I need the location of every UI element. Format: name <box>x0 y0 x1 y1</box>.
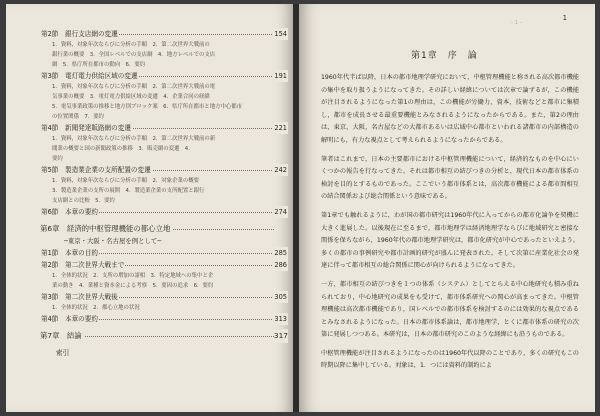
toc-entry <box>40 329 290 343</box>
toc-entry-title: 第3節 電灯電力供給区域の変遷 <box>41 72 138 80</box>
toc-subentry: 3．製造業企業の支所の展開 4．製造業企業の支所配置と銀行 <box>52 188 205 194</box>
toc-entry-page: 242 <box>274 166 287 174</box>
body-paragraph: 1960年代半ば以降，日本の都市地理学研究において，中枢管理機能と称される高次都市機能の集中を取り扱うようになってきた。その詳しい経緯については次章で論ずるが，この機能が注目されるようになった第1の理由は，この機能が労働力，資本，技術などと都市に集積し，都市を成長させる最重要機能とみなされるようになったからである。また，第2の理由は，東京，大阪，名古屋などの大都市あるいは広域中心都市といわれる諸都市の内部構造の解明にも，有力な視点として考えられるようになったからである。 <box>321 74 579 144</box>
toc-entry <box>40 222 290 236</box>
toc-entry-title: 第4節 本章の要約 <box>41 315 98 323</box>
toc-entry-title: 第7章 結論 <box>40 329 84 343</box>
toc-entry-page: 154 <box>274 30 287 38</box>
toc-list <box>40 28 290 359</box>
toc-entry-page: 313 <box>274 315 287 323</box>
toc-entry-title: 第4節 新聞発達販路網の変遷 <box>41 124 131 132</box>
toc-subentry: 1．全体的状況 2．支所の増加の諸相 3．特定地域への集中と企 <box>52 273 214 279</box>
body-paragraph: 筆者はこれまで，日本の主要都市における中枢管理機能について，経済的なものを中心にいくつかの報告を行なってきた。それは都市相互の結びつきの分析と，現代日本の都市体系の検討を目的とするものであった。ここでいう都市体系とは，高次都市機能による都市間相互の結合関係および総合関係という意味である。 <box>321 155 579 201</box>
toc-entry <box>40 206 290 218</box>
toc-entry-page: 305 <box>274 293 287 301</box>
chapter-heading: 第1章 序 論 <box>411 51 478 61</box>
toc-subentry: 支店網との比較 5．要約 <box>52 198 115 204</box>
index-label: 索引 <box>56 349 70 357</box>
left-page-table-of-contents <box>6 4 294 412</box>
toc-entry-title: 第6節 本章の要約 <box>41 208 98 216</box>
toc-subentry: 1．資料，対象年次ならびに分析の手順 2．第二次世界大戦前の新 <box>52 136 216 142</box>
body-paragraph: 一方，都市相互の結びつきを１つの体系（システム）としてとらえる中心地研究も積み重ねられており，中心地研究の成果をも受けて，都市体系研究への関心が高まってきた。中枢管理機能は高次都市機能であり，国レベルでの都市体系を検討するのには効果的な視点であるとみなされるようになった。日本の都市体系論は，都市地理学，とくに都市体系の研究の次第に発展しつつある。本研究は，日本の都市研究のこのような経緯にも沿うものである。 <box>321 280 579 339</box>
toc-subentry: 1．全体的状況 2．都心立地の状況 <box>52 305 140 311</box>
toc-subentry: 5．電気事業政策の推移と地方別ブロック案 6．県庁所在都市と地方中心都市 <box>52 104 243 110</box>
chapter-subtitle: ─東京・大阪・名古屋を例として─ <box>64 237 162 245</box>
bleed-through-text: - 1 - <box>511 20 522 26</box>
toc-entry <box>40 28 290 40</box>
toc-subentry: 1．資料，対象年次ならびに分析の手順 2．第二次世界大戦前の電 <box>52 84 216 90</box>
toc-subentry: 網 5．県庁所在都市の動向 6．要約 <box>52 62 146 68</box>
toc-subentry: 業の動き 4．業種と資本金による考察 5．要因の追求 6．要約 <box>52 283 214 289</box>
right-page-chapter-text <box>299 4 595 412</box>
toc-entry-page: 286 <box>274 261 287 269</box>
toc-entry-title: 第5節 製造業企業の支所配置の変遷 <box>41 166 151 174</box>
toc-subentry: 気事業の概要 3．電灯電力供給区域の変遷 4．企業合同の経緯 <box>52 94 210 100</box>
toc-entry-title: 第2節 銀行支店網の変遷 <box>41 30 118 38</box>
toc-entry <box>40 70 290 82</box>
toc-entry <box>40 291 290 303</box>
toc-entry-page: 274 <box>274 208 287 216</box>
toc-entry-title: 第3節 第二次世界大戦後 <box>41 293 118 301</box>
toc-subentry: 要約 <box>52 156 63 162</box>
toc-subentry: 1．資料，対象年次ならびに分析の手順 2．第二次世界大戦前の <box>52 42 210 48</box>
toc-entry-title: 第1節 本章の目的 <box>41 249 98 257</box>
chapter-body <box>321 72 579 373</box>
toc-entry-page: 317 <box>274 329 288 343</box>
toc-entry-page: 285 <box>274 249 287 257</box>
toc-subentry: 聞業の概要と国の新聞政策の推移 3．販売網の変遷 4． <box>52 146 194 152</box>
toc-subentry: 銀行業の概要 3．全国レベルでの支店網 4．地方レベルでの支店 <box>52 52 216 58</box>
toc-entry <box>40 313 290 325</box>
toc-subentry: の位置関係 7．要約 <box>52 114 104 120</box>
toc-entry <box>40 164 290 176</box>
body-paragraph: 第1章でも触れるように，わが国の都市研究は1960年代に入ってからの都市化論争を契機に大きく進展した。以後現在に至るまで，都市地理学は経済地理学ならびに地域研究と密接な関係を保ちながら，1960年代の都市地理学研究は，都市化研究が中心であったといえよう。多くの都市の事例研究や都市計画的研究が盛んに発表された。そして次第に産業化社会の発達に伴って都市相互の総合関係に関心が向けられるようになってきた。 <box>321 211 579 270</box>
toc-entry <box>40 122 290 134</box>
toc-entry-page: 221 <box>274 124 287 132</box>
toc-entry-page: 191 <box>274 72 287 80</box>
toc-entry-title: 第6章 経済的中枢管理機能の都心立地 <box>40 222 172 236</box>
toc-entry <box>40 259 290 271</box>
toc-subentry: 1．資料，対象年次ならびに分析の手順 2．対象企業の概要 <box>52 178 200 184</box>
toc-entry-title: 第2節 第二次世界大戦まで <box>41 261 125 269</box>
page-number: 1 <box>562 14 567 22</box>
body-paragraph: 中枢管理機能が注目されるようになったのは1960年代以降のことであり，多くの研究もこの時期以降に集中している。対象は，1．つには資料的制約によ <box>321 349 579 370</box>
toc-entry <box>40 247 290 259</box>
